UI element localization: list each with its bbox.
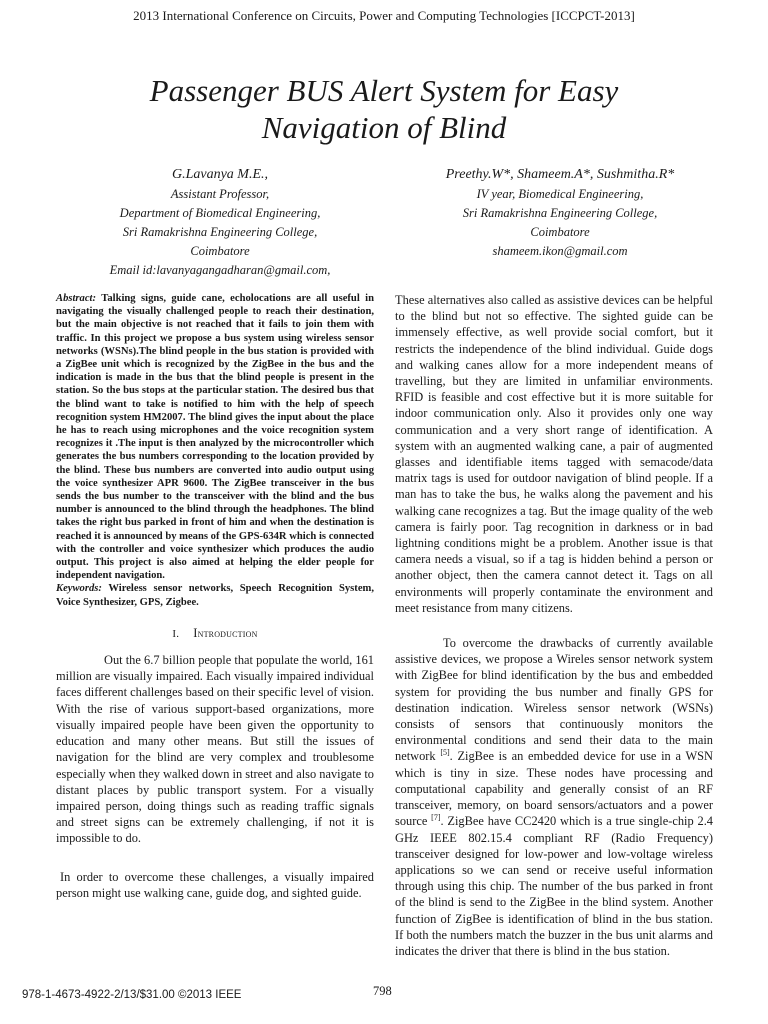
author-affiliation-line: Coimbatore xyxy=(530,225,590,239)
body-paragraph-2-part-c: . ZigBee have CC2420 which is a true single-chip 2.4 GHz IEEE 802.15.4 compliant RF (Radio Frequency) transceiver designed for low-power and low-voltage wireless applications so we can send or receive useful information through using this chip. The number of the bus parked in front of the blind is send to the ZigBee in the blind system. Another function of ZigBee is identification of blind in the bus station. If both the numbers match the buzzer in the bus unit alarms and indicates the driver that there is blind in the bus station. xyxy=(395,814,713,958)
author-block-right xyxy=(400,164,720,261)
author-email: shameem.ikon@gmail.com xyxy=(492,244,628,258)
intro-paragraph-2: In order to overcome these challenges, a visually impaired person might use walking cane, guide dog, and sighted guide. xyxy=(56,869,374,900)
author-affiliation-line: Sri Ramakrishna Engineering College, xyxy=(462,206,658,220)
author-block-left xyxy=(70,164,370,280)
intro-paragraph-1: Out the 6.7 billion people that populate the world, 161 million are visually impaired. Each visually impaired individual faces different challenges based on their specific level of vision. With the rise of various support-based organizations, more visually impaired people have been given the opportunity to education and many other means. But still the issues of navigation for the blind are very complex and troublesome especially when they walked down in street and also navigate to distant places by public transport system. For a visually impaired person, doing things such as reading traffic signals and street signs can be extremely challenging, if not it is impossible to do. xyxy=(56,653,374,846)
section-number: I. xyxy=(172,627,180,640)
citation-7: [7] xyxy=(431,813,441,823)
author-affiliation-line: IV year, Biomedical Engineering, xyxy=(476,187,644,201)
keywords xyxy=(56,582,374,608)
paper-title xyxy=(60,72,708,146)
author-email: Email id:lavanyagangadharan@gmail.com, xyxy=(109,263,331,277)
right-column xyxy=(395,292,713,959)
section-heading-introduction xyxy=(56,625,374,642)
conference-header: 2013 International Conference on Circuits, Power and Computing Technologies [ICCPCT-2013] xyxy=(133,8,635,23)
body-paragraph-2 xyxy=(395,635,713,959)
section-title-initial: I xyxy=(193,625,198,640)
abstract-label: Abstract: xyxy=(56,293,97,304)
footer-copyright: 978-1-4673-4922-2/13/$31.00 ©2013 IEEE xyxy=(22,989,242,1001)
author-affiliation-line: Department of Biomedical Engineering, xyxy=(119,206,321,220)
abstract-text: Talking signs, guide cane, echolocations are all useful in navigating the visually challenged people to reach their destination, but the main objective is not reached that it fails to join them with traffic. In this project we propose a bus system using wireless sensor networks (WSNs).The blind people in the bus station is provided with a ZigBee unit which is recognized by the ZigBee in the bus and the indication is made in the bus that the blind people is present in the station. So the bus stops at the particular station. The desired bus that the blind want to take is notified to him with the help of speech recognition system HM2007. The blind gives the input about the place he has to reach using microphones and the voice recognition system recognizes it .The input is then analyzed by the microcontroller which generates the bus numbers corresponding to the location provided by the blind. These bus numbers are converted into audio output using the voice synthesizer APR 9600. The ZigBee transceiver in the bus sends the bus number to the transceiver with the blind and the bus number is announced to the blind through the headphones. The blind takes the right bus parked in front of him and when the destination is reached it is announced by means of the GPS-634R which is connected with the controller and voice synthesizer which produces the audio output. This project is also aimed at helping the elder people for independent navigation. xyxy=(56,293,374,582)
author-affiliation-line: Coimbatore xyxy=(190,244,250,258)
title-line-2: Navigation of Blind xyxy=(261,110,507,145)
body-paragraph-2-part-b: . ZigBee is an embedded device for use in a WSN which is tiny in size. These nodes have processing and computational capability and generally consist of an RF transceiver, memory, on board sensors/actuators and a power source xyxy=(395,749,713,829)
author-affiliation-line: Assistant Professor, xyxy=(170,187,270,201)
author-affiliation-line: Sri Ramakrishna Engineering College, xyxy=(122,225,318,239)
author-names: Preethy.W*, Shameem.A*, Sushmitha.R* xyxy=(445,167,675,182)
author-name: G.Lavanya M.E., xyxy=(171,167,269,182)
keywords-text: Wireless sensor networks, Speech Recognition System, Voice Synthesizer, GPS, Zigbee. xyxy=(56,583,374,608)
page-number: 798 xyxy=(373,984,392,998)
body-paragraph-1: These alternatives also called as assistive devices can be helpful to the blind but not so effective. The sighted guide can be immensely effective, as well provide social comfort, but it restricts the independence of the blind individual. Guide dogs and walking canes allow for a more independent means of travelling, but they are limited in unfamiliar environments. RFID is feasible and cost effective but it is more suitable for indoor communication only. Also it provides only one way communication and a very short range of identification. A system with an augmented walking cane, a pair of augmented glasses and identifiable items tagged with semacode/data matrix tags is used for outdoor navigation of blind people. If a man has to take the bus, he walks along the pavement and his walking cane recognizes a tag. But the image quality of the web camera is fairly poor. Tag recognition in darkness or in bad lightning conditions might be a problem. Another issue is that camera needs a visual, so if a tag is hidden behind a person or another object, then the camera cannot detect it. Tags on all environments will properly contaminate the environment and meet resistance from many citizens. xyxy=(395,293,713,615)
abstract xyxy=(56,292,374,582)
left-column xyxy=(56,292,374,901)
section-title-rest: ntroduction xyxy=(197,627,258,640)
keywords-label: Keywords: xyxy=(56,583,102,595)
title-line-1: Passenger BUS Alert System for Easy xyxy=(149,73,619,108)
body-paragraph-2-part-a: To overcome the drawbacks of currently available assistive devices, we propose a Wireles sensor network system with ZigBee for blind identification by the bus and embedded system for providing the bus number and finally GPS for destination indication. Wireless sensor network (WSNs) consists of sensors that continuously monitors the environmental conditions and send their data to the main network xyxy=(395,636,713,764)
citation-5: [5] xyxy=(440,748,450,758)
